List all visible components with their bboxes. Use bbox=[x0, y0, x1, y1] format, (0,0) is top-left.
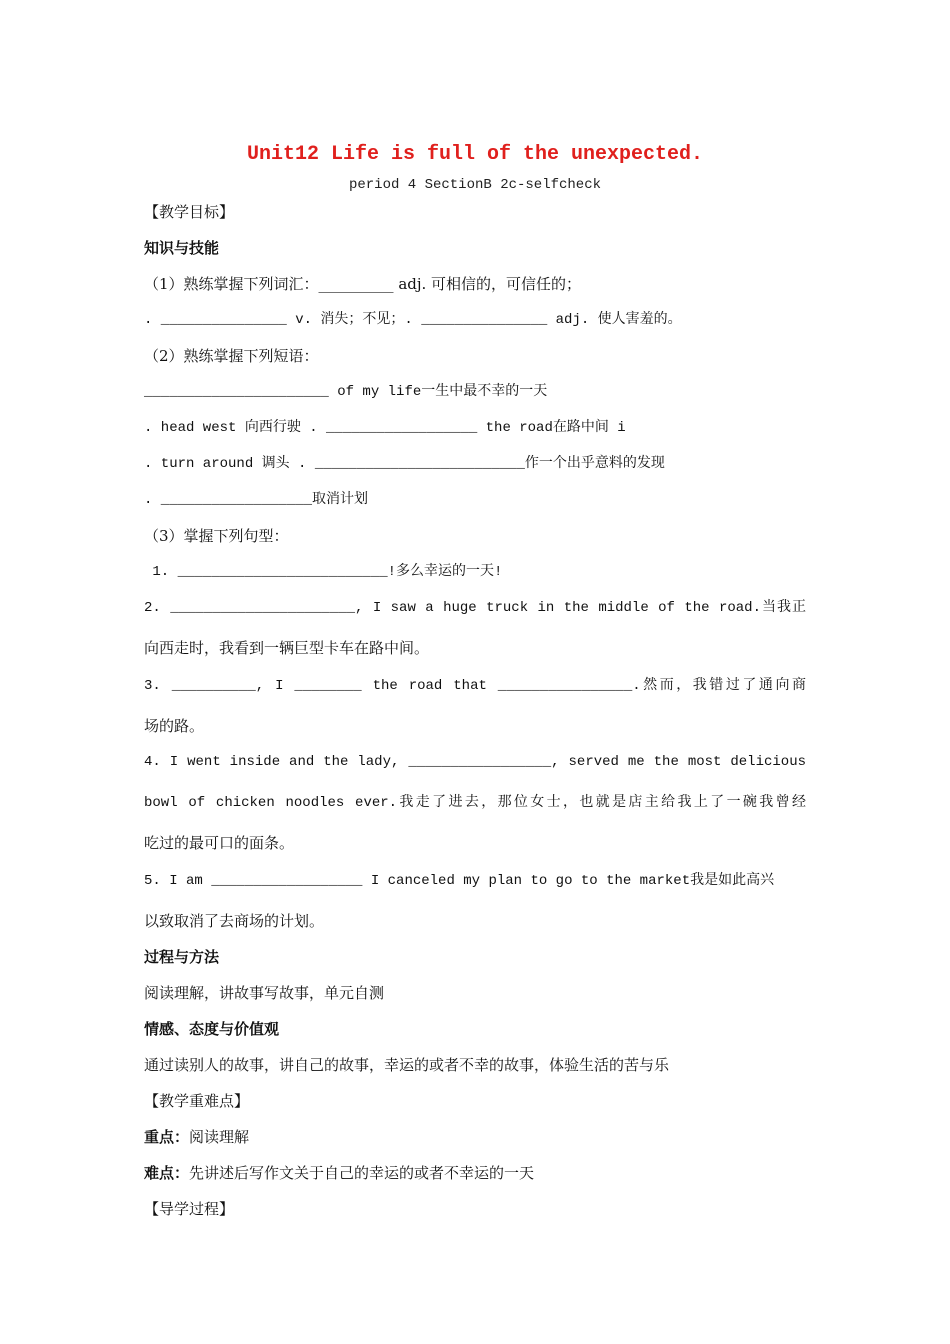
sentence-5-line-2: 以致取消了去商场的计划。 bbox=[144, 912, 325, 930]
phrase-line-4: . __________________取消计划 bbox=[144, 492, 369, 508]
phrases-heading: （2）熟练掌握下列短语： bbox=[144, 347, 319, 365]
phrase-line-2: . head west 向西行驶 . __________________ the road在路中间 i bbox=[144, 420, 626, 436]
sentence-2-line-2: 向西走时，我看到一辆巨型卡车在路中间。 bbox=[144, 639, 430, 657]
phrase-line-3: . turn around 调头 . _________________________作一个出乎意料的发现 bbox=[144, 456, 665, 472]
emotion-values-text: 通过读别人的故事，讲自己的故事，幸运的或者不幸的故事，体验生活的苦与乐 bbox=[144, 1056, 670, 1074]
sentence-4-line-1: 4. I went inside and the lady, _________________, served me the most delicious bbox=[144, 754, 806, 770]
sentence-3-line-2: 场的路。 bbox=[144, 717, 205, 735]
difficult-point-text: 先讲述后写作文关于自己的幸运的或者不幸运的一天 bbox=[189, 1164, 535, 1182]
document-title: Unit12 Life is full of the unexpected. bbox=[246, 143, 704, 166]
sentence-4-line-2: bowl of chicken noodles ever.我走了进去，那位女士，也就是店主给我上了一碗我曾经 bbox=[144, 795, 806, 811]
phrase-line-1: ______________________ of my life一生中最不幸的一天 bbox=[144, 384, 548, 400]
difficult-point-line bbox=[144, 1163, 534, 1183]
vocab-line-2: . _______________ v. 消失；不见；. _______________ adj. 使人害羞的。 bbox=[144, 312, 682, 328]
section-heading-objectives: 【教学目标】 bbox=[144, 203, 235, 221]
key-point-line bbox=[144, 1127, 249, 1147]
section-heading-guided-process: 【导学过程】 bbox=[144, 1200, 235, 1218]
key-point-text: 阅读理解 bbox=[189, 1128, 250, 1146]
sentences-heading: （3）掌握下列句型： bbox=[144, 527, 289, 545]
process-method-text: 阅读理解，讲故事写故事，单元自测 bbox=[144, 984, 385, 1002]
heading-process-method: 过程与方法 bbox=[144, 948, 220, 966]
sentence-1: 1. _________________________!多么幸运的一天! bbox=[144, 564, 503, 580]
heading-emotion-values: 情感、态度与价值观 bbox=[144, 1020, 280, 1038]
sentence-3-line-1: 3. __________, I ________ the road that ________________.然而，我错过了通向商 bbox=[144, 678, 806, 694]
sentence-4-line-3: 吃过的最可口的面条。 bbox=[144, 834, 295, 852]
sentence-2-line-1: 2. ______________________, I saw a huge truck in the middle of the road.当我正 bbox=[144, 600, 806, 616]
section-heading-key-difficult: 【教学重难点】 bbox=[144, 1092, 250, 1110]
vocab-line-1: （1）熟练掌握下列词汇：__________ adj. 可相信的，可信任的； bbox=[144, 275, 582, 293]
key-point-label: 重点： bbox=[144, 1128, 190, 1146]
sentence-5-line-1: 5. I am __________________ I canceled my plan to go to the market我是如此高兴 bbox=[144, 873, 775, 889]
difficult-point-label: 难点： bbox=[144, 1164, 190, 1182]
heading-knowledge-skills: 知识与技能 bbox=[144, 239, 220, 257]
document-subtitle: period 4 SectionB 2c-selfcheck bbox=[348, 177, 602, 193]
